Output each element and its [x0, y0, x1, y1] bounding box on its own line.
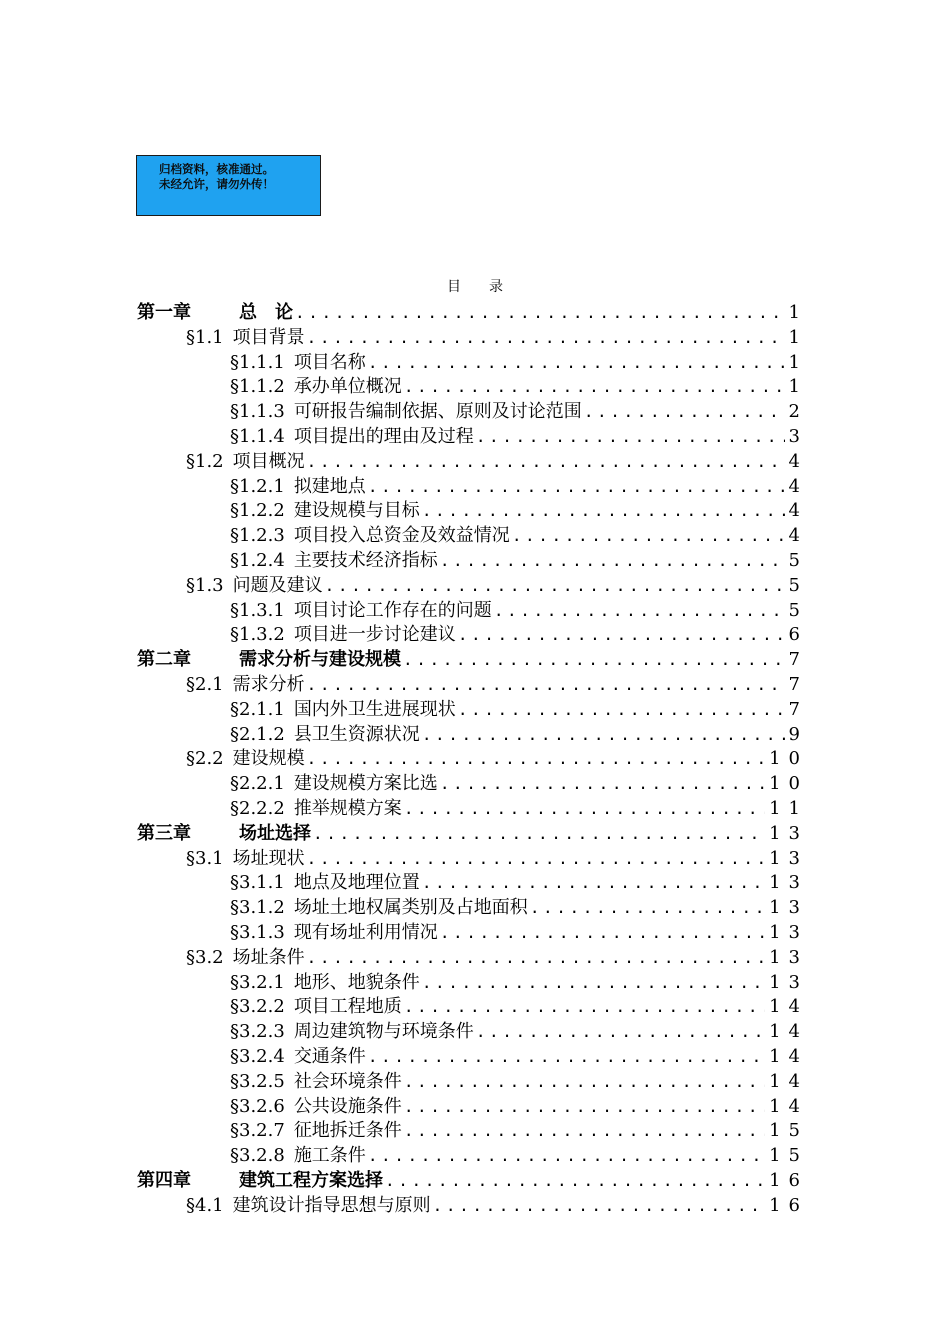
toc-entry-title: 地点及地理位置 — [293, 872, 420, 894]
toc-entry-title: 施工条件 — [293, 1145, 366, 1167]
toc-entry-title: 建设规模与目标 — [293, 500, 420, 522]
toc-dot-leader — [385, 1171, 765, 1190]
toc-entry[interactable] — [230, 1067, 808, 1093]
toc-entry-page-number: 1 — [788, 376, 808, 398]
toc-entry-title: 场址土地权属类别及占地面积 — [293, 897, 528, 919]
toc-entry-number: §2.2.1 — [230, 773, 285, 795]
toc-entry[interactable] — [230, 422, 808, 448]
toc-dot-leader — [422, 873, 765, 892]
toc-dot-leader — [433, 1196, 765, 1215]
toc-entry-page-number: 13 — [769, 847, 808, 869]
toc-entry-number: 第一章 — [137, 302, 191, 323]
toc-entry[interactable] — [186, 323, 808, 349]
toc-dot-leader — [458, 625, 785, 644]
toc-entry[interactable] — [137, 298, 808, 324]
toc-entry-page-number: 5 — [788, 574, 808, 596]
toc-entry-page-number: 10 — [769, 748, 808, 770]
toc-entry-title: 社会环境条件 — [293, 1070, 402, 1092]
toc-entry[interactable] — [230, 1141, 808, 1167]
toc-entry-title: 总 论 — [239, 302, 293, 323]
toc-entry[interactable] — [186, 1191, 808, 1217]
toc-entry[interactable] — [186, 844, 808, 870]
toc-entry-page-number: 13 — [769, 897, 808, 919]
toc-entry[interactable] — [230, 1017, 808, 1043]
toc-entry[interactable] — [230, 918, 808, 944]
toc-entry-number: §1.1.2 — [230, 376, 285, 398]
toc-dot-leader — [404, 1097, 765, 1116]
toc-entry-page-number: 7 — [788, 698, 808, 720]
toc-entry-page-number: 14 — [769, 1095, 808, 1117]
toc-entry[interactable] — [230, 348, 808, 374]
toc-entry-page-number: 5 — [788, 599, 808, 621]
toc-dot-leader — [295, 303, 785, 322]
toc-entry-page-number: 4 — [788, 475, 808, 497]
toc-entry[interactable] — [230, 968, 808, 994]
toc-entry[interactable] — [186, 670, 808, 696]
toc-entry-page-number: 14 — [769, 1021, 808, 1043]
stamp-line-1: 归档资料，核准通过。 — [159, 162, 274, 176]
toc-entry-title: 项目名称 — [293, 351, 366, 373]
toc-entry-page-number: 13 — [769, 922, 808, 943]
toc-dot-leader — [530, 898, 765, 917]
toc-entry-number: §3.2.6 — [230, 1095, 285, 1117]
toc-entry-title: 现有场址利用情况 — [293, 922, 438, 943]
toc-dot-leader — [422, 725, 785, 744]
toc-entry-title: 地形、地貌条件 — [293, 971, 420, 993]
toc-entry[interactable] — [230, 397, 808, 423]
toc-entry-page-number: 11 — [769, 798, 808, 819]
toc-entry-title: 可研报告编制依据、原则及讨论范围 — [293, 401, 582, 423]
toc-entry-number: §2.1 — [186, 674, 224, 695]
toc-entry-page-number: 4 — [788, 450, 808, 472]
toc-entry-page-number: 14 — [769, 996, 808, 1018]
toc-entry-page-number: 7 — [788, 674, 808, 695]
toc-dot-leader — [494, 601, 785, 620]
toc-dot-leader — [512, 526, 785, 545]
toc-entry[interactable] — [230, 596, 808, 622]
toc-entry-page-number: 14 — [769, 1046, 808, 1067]
toc-entry-title: 交通条件 — [293, 1046, 366, 1067]
toc-entry-page-number: 7 — [788, 649, 808, 671]
toc-entry[interactable] — [230, 720, 808, 746]
toc-dot-leader — [476, 427, 785, 446]
toc-entry[interactable] — [230, 1092, 808, 1118]
toc-dot-leader — [440, 774, 765, 793]
toc-entry[interactable] — [230, 620, 808, 646]
toc-entry-number: §2.1.2 — [230, 723, 285, 745]
toc-entry-page-number: 4 — [788, 500, 808, 522]
toc-entry-title: 项目背景 — [232, 326, 305, 348]
toc-entry-page-number: 13 — [769, 971, 808, 993]
toc-dot-leader — [368, 353, 785, 372]
toc-dot-leader — [307, 675, 785, 694]
toc-entry-number: §3.2.4 — [230, 1046, 285, 1067]
toc-entry-page-number: 1 — [788, 326, 808, 348]
toc-entry-number: §3.2.7 — [230, 1120, 285, 1142]
toc-dot-leader — [440, 923, 765, 942]
toc-entry-page-number: 10 — [769, 773, 808, 795]
toc-entry-title: 项目投入总资金及效益情况 — [293, 525, 510, 547]
toc-entry[interactable] — [186, 943, 808, 969]
toc-dot-leader — [404, 997, 765, 1016]
toc-dot-leader — [307, 749, 765, 768]
toc-entry-page-number: 1 — [788, 351, 808, 373]
toc-entry-number: §3.1 — [186, 847, 224, 869]
stamp-line-2: 未经允许，请勿外传！ — [159, 177, 274, 191]
toc-entry-title: 问题及建议 — [232, 574, 323, 596]
toc-entry[interactable] — [230, 496, 808, 522]
toc-entry-title: 县卫生资源状况 — [293, 723, 420, 745]
toc-entry-number: §3.2 — [186, 946, 224, 968]
toc-entry-page-number: 4 — [788, 525, 808, 547]
toc-dot-leader — [307, 328, 785, 347]
toc-entry-page-number: 5 — [788, 550, 808, 571]
toc-entry-number: §3.2.1 — [230, 971, 285, 993]
toc-entry-page-number: 13 — [769, 946, 808, 968]
toc-entry-page-number: 2 — [788, 401, 808, 423]
toc-entry[interactable] — [230, 521, 808, 547]
toc-entry-page-number: 13 — [769, 872, 808, 894]
toc-dot-leader — [404, 1121, 765, 1140]
toc-entry[interactable] — [230, 695, 808, 721]
toc-entry[interactable] — [230, 1042, 808, 1068]
toc-dot-leader — [313, 824, 765, 843]
toc-entry-title: 推举规模方案 — [293, 798, 402, 819]
archive-stamp — [136, 155, 321, 216]
toc-entry-page-number: 6 — [788, 624, 808, 646]
toc-entry-title: 主要技术经济指标 — [293, 550, 438, 571]
toc-entry-title: 场址选择 — [239, 822, 311, 844]
toc-dot-leader — [307, 452, 785, 471]
toc-entry-number: 第三章 — [137, 822, 191, 844]
toc-entry-title: 项目进一步讨论建议 — [293, 624, 456, 646]
toc-entry-page-number: 15 — [769, 1145, 808, 1167]
toc-entry-page-number: 16 — [769, 1170, 808, 1191]
toc-dot-leader — [404, 1072, 765, 1091]
toc-entry-title: 需求分析 — [232, 674, 305, 695]
toc-entry-title: 周边建筑物与环境条件 — [293, 1021, 474, 1043]
toc-entry-number: §3.1.3 — [230, 922, 285, 943]
toc-entry-title: 征地拆迁条件 — [293, 1120, 402, 1142]
toc-entry-number: §2.2.2 — [230, 798, 285, 819]
toc-entry[interactable] — [186, 447, 808, 473]
toc-entry[interactable] — [137, 819, 808, 845]
toc-entry-title: 公共设施条件 — [293, 1095, 402, 1117]
toc-dot-leader — [476, 1022, 765, 1041]
toc-entry-title: 场址现状 — [232, 847, 305, 869]
toc-entry[interactable] — [230, 794, 808, 820]
toc-dot-leader — [440, 551, 785, 570]
toc-title: 目录 — [447, 279, 531, 295]
toc-entry-title: 建设规模 — [232, 748, 305, 770]
toc-entry-page-number: 1 — [788, 302, 808, 323]
toc-entry-number: §4.1 — [186, 1194, 224, 1216]
toc-entry-page-number: 16 — [769, 1194, 808, 1216]
toc-entry-title: 项目讨论工作存在的问题 — [293, 599, 492, 621]
toc-entry[interactable] — [230, 472, 808, 498]
toc-entry-number: §1.3.2 — [230, 624, 285, 646]
toc-entry-title: 项目工程地质 — [293, 996, 402, 1018]
toc-dot-leader — [584, 402, 785, 421]
toc-entry[interactable] — [230, 992, 808, 1018]
toc-entry-title: 项目概况 — [232, 450, 305, 472]
toc-entry-page-number: 13 — [769, 822, 808, 844]
toc-entry[interactable] — [137, 1166, 808, 1192]
toc-entry-title: 项目提出的理由及过程 — [293, 426, 474, 447]
toc-dot-leader — [307, 948, 765, 967]
toc-entry-title: 承办单位概况 — [293, 376, 402, 398]
toc-entry-title: 拟建地点 — [293, 475, 366, 497]
toc-entry-number: 第二章 — [137, 649, 191, 671]
toc-entry[interactable] — [230, 1116, 808, 1142]
toc-entry-number: §3.1.1 — [230, 872, 285, 894]
toc-entry-page-number: 9 — [788, 723, 808, 745]
toc-dot-leader — [368, 1146, 765, 1165]
toc-dot-leader — [368, 1047, 765, 1066]
toc-entry-number: §1.2.4 — [230, 550, 285, 571]
toc-dot-leader — [368, 477, 785, 496]
toc-dot-leader — [404, 377, 785, 396]
toc-entry[interactable] — [186, 571, 808, 597]
toc-entry-title: 场址条件 — [232, 946, 305, 968]
toc-entry-number: §1.1.1 — [230, 351, 285, 373]
toc-entry-title: 国内外卫生进展现状 — [293, 698, 456, 720]
toc-entry[interactable] — [230, 893, 808, 919]
toc-entry-number: §1.3 — [186, 574, 224, 596]
toc-entry-number: §3.2.2 — [230, 996, 285, 1018]
toc-dot-leader — [422, 501, 785, 520]
toc-entry-number: §1.2.3 — [230, 525, 285, 547]
toc-entry-page-number: 14 — [769, 1070, 808, 1092]
toc-entry-title: 需求分析与建设规模 — [239, 649, 401, 671]
toc-entry-number: §3.2.3 — [230, 1021, 285, 1043]
toc-entry-number: §2.2 — [186, 748, 224, 770]
toc-entry-number: §2.1.1 — [230, 698, 285, 720]
toc-dot-leader — [458, 700, 785, 719]
toc-entry-title: 建筑设计指导思想与原则 — [232, 1194, 431, 1216]
toc-entry-number: §3.2.5 — [230, 1070, 285, 1092]
toc-entry[interactable] — [186, 744, 808, 770]
toc-entry-number: §1.1.4 — [230, 426, 285, 447]
toc-dot-leader — [325, 576, 785, 595]
toc-entry-page-number: 3 — [788, 426, 808, 447]
toc-entry-number: §3.2.8 — [230, 1145, 285, 1167]
toc-entry[interactable] — [230, 868, 808, 894]
toc-dot-leader — [404, 799, 765, 818]
toc-dot-leader — [422, 973, 765, 992]
toc-dot-leader — [403, 650, 785, 669]
toc-entry-number: §1.2 — [186, 450, 224, 472]
toc-entry[interactable] — [137, 645, 808, 671]
toc-entry-number: §3.1.2 — [230, 897, 285, 919]
toc-entry[interactable] — [230, 372, 808, 398]
toc-entry-number: §1.1.3 — [230, 401, 285, 423]
toc-dot-leader — [307, 849, 765, 868]
toc-entry-title: 建筑工程方案选择 — [239, 1170, 383, 1191]
toc-entry[interactable] — [230, 769, 808, 795]
toc-entry-number: §1.2.1 — [230, 475, 285, 497]
toc-entry-title: 建设规模方案比选 — [293, 773, 438, 795]
toc-entry[interactable] — [230, 546, 808, 572]
toc-entry-number: §1.3.1 — [230, 599, 285, 621]
toc-entry-page-number: 15 — [769, 1120, 808, 1142]
toc-entry-number: 第四章 — [137, 1170, 191, 1191]
toc-entry-number: §1.1 — [186, 326, 224, 348]
toc-entry-number: §1.2.2 — [230, 500, 285, 522]
